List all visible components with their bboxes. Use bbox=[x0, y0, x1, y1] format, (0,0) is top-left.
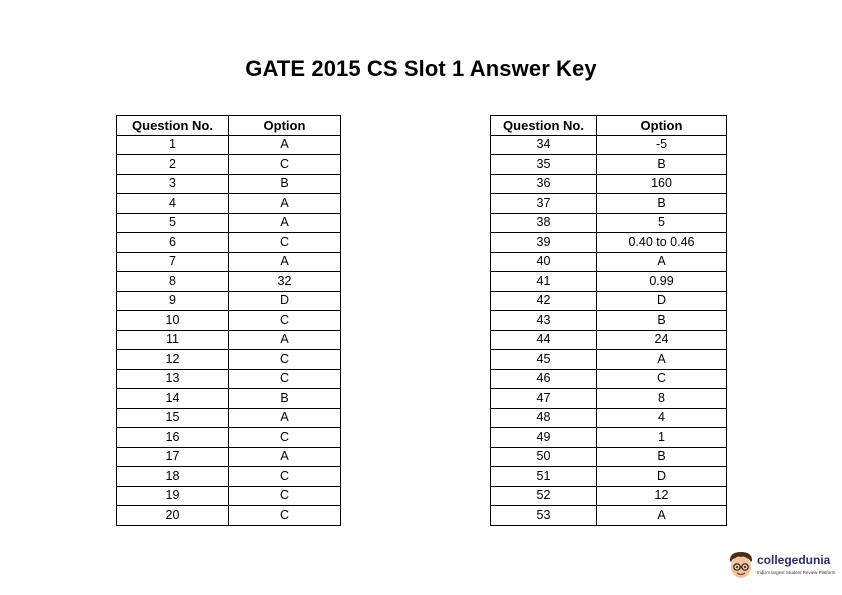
option-cell: 4 bbox=[597, 408, 727, 428]
option-cell: A bbox=[597, 252, 727, 272]
question-number-cell: 39 bbox=[491, 233, 597, 253]
table-row bbox=[117, 194, 341, 214]
table-row bbox=[491, 252, 727, 272]
question-number-cell: 12 bbox=[117, 350, 229, 370]
option-cell: B bbox=[597, 311, 727, 331]
question-number-cell: 10 bbox=[117, 311, 229, 331]
option-cell: B bbox=[597, 447, 727, 467]
option-header: Option bbox=[229, 116, 341, 136]
table-row bbox=[491, 233, 727, 253]
question-number-cell: 15 bbox=[117, 408, 229, 428]
option-cell: B bbox=[229, 174, 341, 194]
question-number-cell: 46 bbox=[491, 369, 597, 389]
table-row bbox=[117, 350, 341, 370]
table-row bbox=[117, 467, 341, 487]
question-number-cell: 17 bbox=[117, 447, 229, 467]
question-number-cell: 6 bbox=[117, 233, 229, 253]
table-row bbox=[491, 272, 727, 292]
question-number-cell: 5 bbox=[117, 213, 229, 233]
option-cell: D bbox=[597, 467, 727, 487]
option-cell: A bbox=[229, 213, 341, 233]
question-no-header: Question No. bbox=[117, 116, 229, 136]
table-row bbox=[491, 194, 727, 214]
option-header: Option bbox=[597, 116, 727, 136]
option-cell: A bbox=[229, 194, 341, 214]
option-cell: A bbox=[597, 350, 727, 370]
table-row bbox=[491, 447, 727, 467]
option-cell: -5 bbox=[597, 135, 727, 155]
table-row bbox=[491, 506, 727, 526]
option-cell: C bbox=[229, 369, 341, 389]
option-cell: 32 bbox=[229, 272, 341, 292]
table-row bbox=[491, 467, 727, 487]
table-row bbox=[491, 213, 727, 233]
table-row bbox=[117, 311, 341, 331]
question-number-cell: 53 bbox=[491, 506, 597, 526]
option-cell: A bbox=[229, 447, 341, 467]
table-header-row bbox=[117, 116, 341, 136]
table-row bbox=[117, 155, 341, 175]
question-number-cell: 8 bbox=[117, 272, 229, 292]
option-cell: C bbox=[229, 506, 341, 526]
table-row bbox=[491, 291, 727, 311]
option-cell: 0.99 bbox=[597, 272, 727, 292]
option-cell: D bbox=[229, 291, 341, 311]
table-row bbox=[117, 291, 341, 311]
question-number-cell: 35 bbox=[491, 155, 597, 175]
option-cell: 160 bbox=[597, 174, 727, 194]
option-cell: A bbox=[229, 408, 341, 428]
question-number-cell: 48 bbox=[491, 408, 597, 428]
table-row bbox=[117, 252, 341, 272]
logo-wordmark: collegedunia bbox=[757, 553, 831, 567]
question-number-cell: 51 bbox=[491, 467, 597, 487]
option-cell: A bbox=[597, 506, 727, 526]
question-number-cell: 47 bbox=[491, 389, 597, 409]
option-cell: C bbox=[229, 467, 341, 487]
question-number-cell: 34 bbox=[491, 135, 597, 155]
answer-table-right bbox=[490, 115, 727, 526]
question-number-cell: 45 bbox=[491, 350, 597, 370]
table-row bbox=[491, 408, 727, 428]
table-row bbox=[491, 135, 727, 155]
question-no-header: Question No. bbox=[491, 116, 597, 136]
table-row bbox=[491, 311, 727, 331]
option-cell: B bbox=[229, 389, 341, 409]
option-cell: 8 bbox=[597, 389, 727, 409]
question-number-cell: 49 bbox=[491, 428, 597, 448]
table-row bbox=[117, 428, 341, 448]
question-number-cell: 18 bbox=[117, 467, 229, 487]
table-row bbox=[117, 389, 341, 409]
question-number-cell: 40 bbox=[491, 252, 597, 272]
question-number-cell: 36 bbox=[491, 174, 597, 194]
option-cell: C bbox=[229, 486, 341, 506]
option-cell: C bbox=[229, 155, 341, 175]
question-number-cell: 9 bbox=[117, 291, 229, 311]
option-cell: B bbox=[597, 194, 727, 214]
option-cell: 12 bbox=[597, 486, 727, 506]
table-row bbox=[491, 389, 727, 409]
table-row bbox=[117, 213, 341, 233]
question-number-cell: 37 bbox=[491, 194, 597, 214]
table-row bbox=[491, 155, 727, 175]
option-cell: 0.40 to 0.46 bbox=[597, 233, 727, 253]
option-cell: C bbox=[229, 311, 341, 331]
table-row bbox=[117, 330, 341, 350]
question-number-cell: 2 bbox=[117, 155, 229, 175]
page-title: GATE 2015 CS Slot 1 Answer Key bbox=[245, 56, 597, 81]
table-row bbox=[491, 350, 727, 370]
question-number-cell: 7 bbox=[117, 252, 229, 272]
question-number-cell: 1 bbox=[117, 135, 229, 155]
question-number-cell: 16 bbox=[117, 428, 229, 448]
option-cell: B bbox=[597, 155, 727, 175]
option-cell: A bbox=[229, 135, 341, 155]
option-cell: C bbox=[597, 369, 727, 389]
option-cell: 24 bbox=[597, 330, 727, 350]
table-row bbox=[117, 135, 341, 155]
student-mascot-icon bbox=[727, 550, 755, 582]
table-row bbox=[117, 174, 341, 194]
question-number-cell: 19 bbox=[117, 486, 229, 506]
question-number-cell: 42 bbox=[491, 291, 597, 311]
table-row bbox=[491, 428, 727, 448]
option-cell: 1 bbox=[597, 428, 727, 448]
table-row bbox=[491, 369, 727, 389]
collegedunia-logo bbox=[727, 548, 835, 584]
logo-tagline: India's largest Student Review Platform bbox=[757, 570, 836, 575]
table-row bbox=[117, 447, 341, 467]
answer-table-left bbox=[116, 115, 341, 526]
option-cell: A bbox=[229, 252, 341, 272]
table-row bbox=[117, 369, 341, 389]
table-row bbox=[491, 174, 727, 194]
question-number-cell: 4 bbox=[117, 194, 229, 214]
table-row bbox=[117, 272, 341, 292]
question-number-cell: 20 bbox=[117, 506, 229, 526]
table-row bbox=[491, 486, 727, 506]
question-number-cell: 44 bbox=[491, 330, 597, 350]
question-number-cell: 38 bbox=[491, 213, 597, 233]
question-number-cell: 43 bbox=[491, 311, 597, 331]
table-row bbox=[117, 408, 341, 428]
option-cell: C bbox=[229, 233, 341, 253]
table-row bbox=[117, 506, 341, 526]
option-cell: C bbox=[229, 428, 341, 448]
question-number-cell: 52 bbox=[491, 486, 597, 506]
question-number-cell: 3 bbox=[117, 174, 229, 194]
option-cell: C bbox=[229, 350, 341, 370]
question-number-cell: 14 bbox=[117, 389, 229, 409]
question-number-cell: 13 bbox=[117, 369, 229, 389]
table-row bbox=[117, 486, 341, 506]
table-header-row bbox=[491, 116, 727, 136]
table-row bbox=[491, 330, 727, 350]
question-number-cell: 11 bbox=[117, 330, 229, 350]
option-cell: 5 bbox=[597, 213, 727, 233]
option-cell: A bbox=[229, 330, 341, 350]
table-row bbox=[117, 233, 341, 253]
question-number-cell: 41 bbox=[491, 272, 597, 292]
option-cell: D bbox=[597, 291, 727, 311]
question-number-cell: 50 bbox=[491, 447, 597, 467]
